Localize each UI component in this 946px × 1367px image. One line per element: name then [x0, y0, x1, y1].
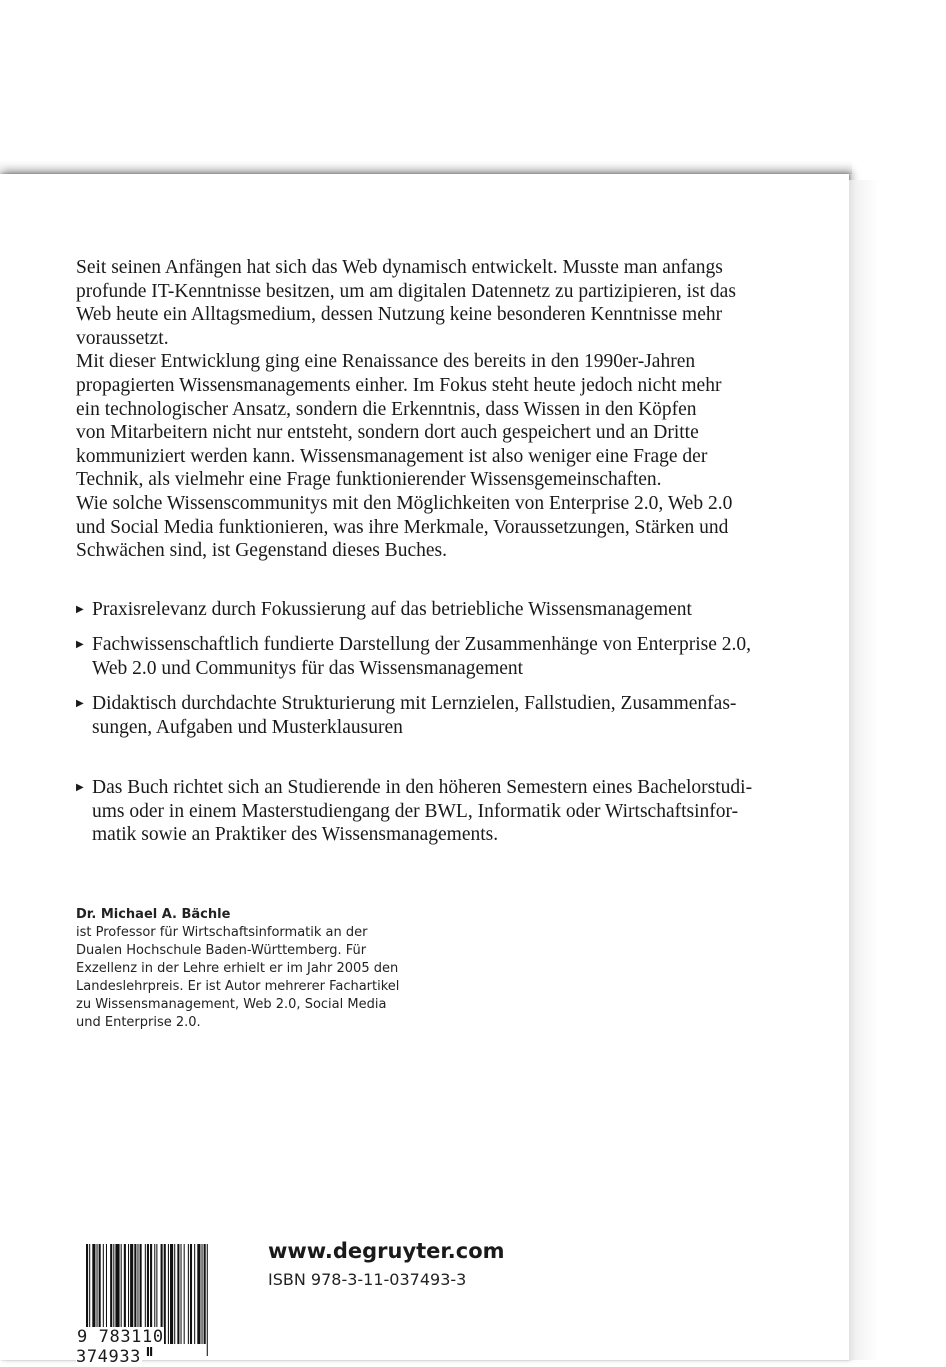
barcode-number: 9 783110 374933 [76, 1327, 164, 1367]
barcode-digits [76, 1327, 236, 1367]
page-right-shadow [849, 180, 946, 1360]
blurb-line: voraussetzt. [76, 327, 169, 349]
blurb-line: kommuniziert werden kann. Wissensmanagement ist also weniger eine Frage der [76, 445, 708, 467]
publisher-url[interactable]: www.degruyter.com [268, 1239, 505, 1263]
bullet-line: Das Buch richtet sich an Studierende in den höheren Semestern eines Bachelorstudi- [92, 777, 753, 798]
isbn-number: ISBN 978-3-11-037493-3 [268, 1270, 467, 1289]
blurb-line: ein technologischer Ansatz, sondern die Erkenntnis, dass Wissen in den Köpfen [76, 398, 697, 420]
bullet-line: Didaktisch durchdachte Strukturierung mit Lernzielen, Fallstudien, Zusammenfas- [92, 693, 737, 714]
blurb-line: Wie solche Wissenscommunitys mit den Möglichkeiten von Enterprise 2.0, Web 2.0 [76, 492, 733, 514]
author-bio-line: Exzellenz in der Lehre erhielt er im Jahr 2005 den [76, 961, 399, 976]
blurb-line: und Social Media funktionieren, was ihre Merkmale, Voraussetzungen, Stärken und [76, 516, 729, 538]
author-name: Dr. Michael A. Bächle [76, 907, 231, 922]
author-bio-line: zu Wissensmanagement, Web 2.0, Social Media [76, 997, 387, 1012]
triangle-bullet-icon: ▶ [76, 604, 84, 615]
triangle-bullet-icon: ▶ [76, 639, 84, 650]
blurb-line: propagierten Wissensmanagements einher. Im Fokus steht heute jedoch nicht mehr [76, 374, 722, 396]
bullet-line: Fachwissenschaftlich fundierte Darstellung der Zusammenhänge von Enterprise 2.0, [92, 634, 752, 655]
triangle-bullet-icon: ▶ [76, 782, 84, 793]
author-bio [76, 906, 436, 1032]
blurb-line: Web heute ein Alltagsmedium, dessen Nutzung keine besonderen Kenntnisse mehr [76, 304, 723, 326]
blurb-line: Seit seinen Anfängen hat sich das Web dynamisch entwickelt. Musste man anfangs [76, 257, 723, 278]
author-bio-line: Landeslehrpreis. Er ist Autor mehrerer Fachartikel [76, 979, 400, 994]
blurb-line: Technik, als vielmehr eine Frage funktionierender Wissensgemeinschaften. [76, 469, 662, 491]
bullet-line: Praxisrelevanz durch Fokussierung auf das betriebliche Wissensmanagement [92, 599, 692, 620]
bullet-line: ums oder in einem Masterstudiengang der BWL, Informatik oder Wirtschaftsinfor- [92, 800, 739, 822]
blurb-line: Mit dieser Entwicklung ging eine Renaissance des bereits in den 1990er-Jahren [76, 351, 696, 373]
blurb-line: von Mitarbeitern nicht nur entsteht, sondern dort auch gespeichert und an Dritte [76, 422, 699, 444]
author-bio-line: und Enterprise 2.0. [76, 1015, 201, 1030]
page-top-shadow [0, 160, 852, 174]
triangle-bullet-icon: ▶ [76, 698, 84, 709]
author-bio-line: ist Professor für Wirtschaftsinformatik an der [76, 925, 368, 940]
blurb-line: Schwächen sind, ist Gegenstand dieses Buches. [76, 540, 447, 562]
bullet-line: sungen, Aufgaben und Musterklausuren [92, 716, 403, 738]
bullet-line: Web 2.0 und Communitys für das Wissensmanagement [92, 657, 524, 679]
bullet-line: matik sowie an Praktiker des Wissensmanagements. [92, 824, 499, 846]
blurb-text [76, 256, 796, 563]
author-bio-line: Dualen Hochschule Baden-Württemberg. Für [76, 943, 367, 958]
blurb-line: profunde IT-Kenntnisse besitzen, um am digitalen Datennetz zu partizipieren, ist das [76, 280, 736, 302]
